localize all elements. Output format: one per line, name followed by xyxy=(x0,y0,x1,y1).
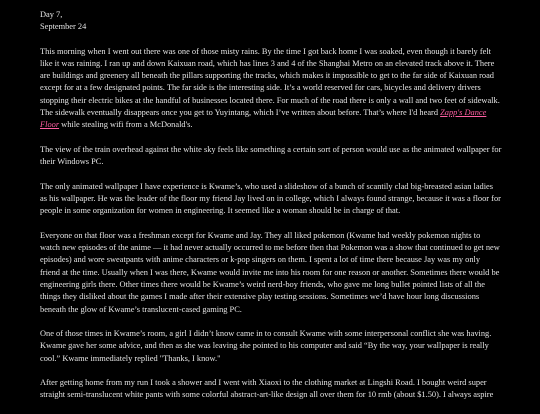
paragraph-text: This morning when I went out there was one of those misty rains. By the time I got back home I was soaked, even though it barely felt like it was raining. I ran up and down Kaixuan road, which has lines 3 and 4 of the Shanghai Metro on an elevated track above it. There are buildings and greenery all beneath the pillars supporting the tracks, which makes it impossible to get to the far side of Kaixuan road except for at a few designated points. The far side is the interesting side. It’s a world reserved for cars, bicycles and delivery drivers stopping their electric bikes at the handful of businesses located there. For much of the road there is only a wall and two feet of sidewalk. The sidewalk eventually disappears once you get to Yuyintang, which I’ve written about before. That’s where I'd heard xyxy=(40,46,500,118)
paragraph xyxy=(40,46,502,132)
paragraph: After getting home from my run I took a shower and I went with Xiaoxi to the clothing market at Lingshi Road. I bought weird super straight semi-translucent white pants with some colorful abstract-art-like design all over them for 10 rmb (about $1.50). I always aspire xyxy=(40,378,494,400)
journal-entry xyxy=(40,9,502,414)
entry-header xyxy=(40,9,502,34)
paragraph: Everyone on that floor was a freshman except for Kwame and Jay. They all liked pokemon (Kwame had weekly pokemon nights to watch new episodes of the anime — it had never actually occurred to me before then that Pokemon was a show that continued to get new episodes) and wore sweatpants with anime characters or k-pop singers on them. I spent a lot of time there because Jay was my only friend at the time. Usually when I was there, Kwame would invite me into his room for one reason or another. Sometimes there would be engineering girls there. Other times there would be Kwame’s weird nerd-boy friends, who gave me long bullet pointed lists of all the things they disliked about the games I made after their extensive play testing sessions. Sometimes we’d have hour long discussions beneath the glow of Kwame’s translucent-cased gaming PC. xyxy=(40,230,500,314)
zapps-dance-floor-link[interactable]: Zapp's Dance Floor xyxy=(40,108,487,130)
paragraph: One of those times in Kwame’s room, a girl I didn’t know came in to consult Kwame with some interpersonal conflict she was having. Kwame gave her some advice, and then as she was leaving she pointed to his computer and said “By the way, your wallpaper is really cool.” Kwame immediately replied "Thanks, I know." xyxy=(40,328,492,363)
paragraph: The only animated wallpaper I have experience is Kwame’s, who used a slideshow of a bunch of scantily clad big-breasted asian ladies as his wallpaper. He was the leader of the floor my friend Jay lived on in college, which I always found strange, because it was a floor for people in some organization for women in engineering. It seemed like a woman should be in charge of that. xyxy=(40,181,501,216)
paragraph: The view of the train overhead against the white sky feels like something a certain sort of person would use as the animated wallpaper for their Windows PC. xyxy=(40,144,502,167)
paragraph-text: while stealing wifi from a McDonald's. xyxy=(59,120,193,130)
entry-date: September 24 xyxy=(40,22,87,32)
entry-day: Day 7, xyxy=(40,10,63,19)
